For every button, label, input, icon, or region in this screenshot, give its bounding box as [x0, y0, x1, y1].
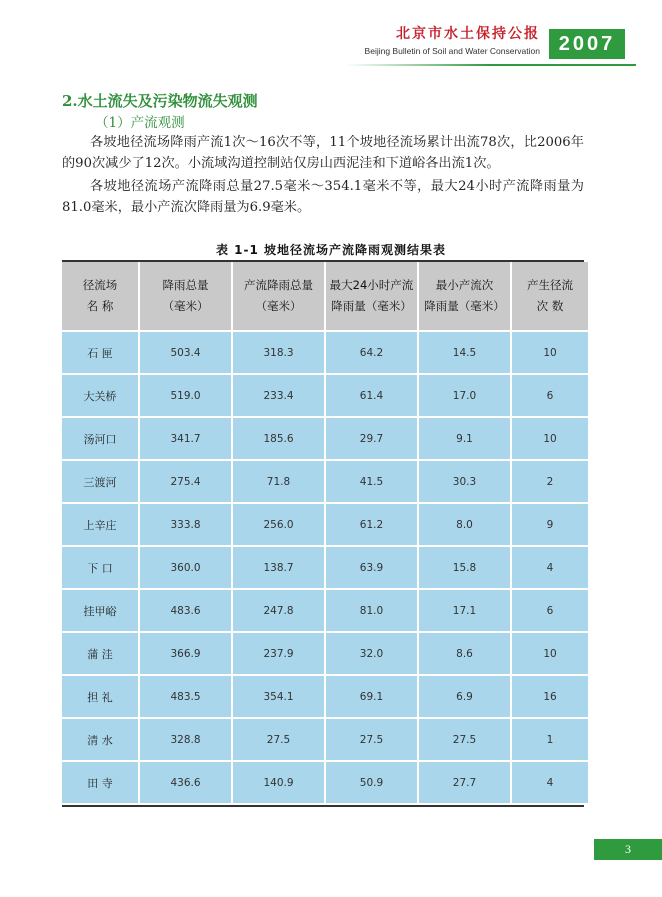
value-cell: 41.5 [326, 461, 417, 504]
station-name-cell: 上辛庄 [62, 504, 138, 547]
table-row [62, 633, 588, 676]
station-name-cell: 大关桥 [62, 375, 138, 418]
table-row [62, 590, 588, 633]
station-name-cell: 下 口 [62, 547, 138, 590]
value-cell: 30.3 [419, 461, 510, 504]
value-cell: 233.4 [233, 375, 324, 418]
header-divider [346, 64, 636, 66]
table-row [62, 504, 588, 547]
value-cell: 138.7 [233, 547, 324, 590]
subsection-heading: （1）产流观测 [95, 115, 185, 131]
value-cell: 6 [512, 375, 588, 418]
paragraph-rainfall-totals: 各坡地径流场产流降雨总量27.5毫米～354.1毫米不等，最大24小时产流降雨量为81.0毫米，最小产流次降雨量为6.9毫米。 [62, 179, 584, 215]
value-cell: 61.2 [326, 504, 417, 547]
table-header-line: 产流降雨总量 [244, 278, 313, 292]
value-cell: 29.7 [326, 418, 417, 461]
value-cell: 14.5 [419, 332, 510, 375]
value-cell: 436.6 [140, 762, 231, 805]
table-header-line: 径流场 [82, 278, 118, 292]
station-name-cell: 挂甲峪 [62, 590, 138, 633]
value-cell: 27.5 [326, 719, 417, 762]
value-cell: 333.8 [140, 504, 231, 547]
station-name-cell: 三渡河 [62, 461, 138, 504]
table-header-line: （毫米） [162, 299, 209, 313]
table-header-line: 降雨量（毫米） [424, 299, 505, 313]
value-cell: 69.1 [326, 676, 417, 719]
value-cell: 275.4 [140, 461, 231, 504]
value-cell: 9 [512, 504, 588, 547]
value-cell: 16 [512, 676, 588, 719]
station-name-cell: 田 寺 [62, 762, 138, 805]
value-cell: 8.6 [419, 633, 510, 676]
value-cell: 15.8 [419, 547, 510, 590]
value-cell: 328.8 [140, 719, 231, 762]
table-header-line: 降雨总量 [162, 278, 209, 292]
value-cell: 341.7 [140, 418, 231, 461]
value-cell: 354.1 [233, 676, 324, 719]
table-header-cell [62, 262, 138, 332]
table-row [62, 461, 588, 504]
table-header-line: 名 称 [86, 299, 114, 313]
value-cell: 519.0 [140, 375, 231, 418]
table-row [62, 418, 588, 461]
section-heading: 2.水土流失及污染物流失观测 [62, 92, 258, 110]
value-cell: 483.5 [140, 676, 231, 719]
value-cell: 8.0 [419, 504, 510, 547]
value-cell: 27.7 [419, 762, 510, 805]
table-header-cell [419, 262, 510, 332]
table-header-line: 产生径流 [527, 278, 573, 292]
results-table [62, 260, 584, 807]
value-cell: 256.0 [233, 504, 324, 547]
station-name-cell: 汤河口 [62, 418, 138, 461]
value-cell: 50.9 [326, 762, 417, 805]
table-header-cell [326, 262, 417, 332]
table-row [62, 547, 588, 590]
value-cell: 366.9 [140, 633, 231, 676]
table-caption: 表 1-1 坡地径流场产流降雨观测结果表 [215, 243, 447, 257]
station-name-cell: 石 匣 [62, 332, 138, 375]
value-cell: 237.9 [233, 633, 324, 676]
value-cell: 6 [512, 590, 588, 633]
table-header-line: 最大24小时产流 [329, 278, 414, 292]
value-cell: 483.6 [140, 590, 231, 633]
value-cell: 81.0 [326, 590, 417, 633]
value-cell: 10 [512, 418, 588, 461]
value-cell: 10 [512, 633, 588, 676]
station-name-cell: 蒲 洼 [62, 633, 138, 676]
year-badge: 2007 [549, 29, 625, 59]
table-bottom-rule [62, 805, 584, 807]
value-cell: 17.1 [419, 590, 510, 633]
value-cell: 61.4 [326, 375, 417, 418]
bulletin-title: 北京市水土保持公报 [396, 26, 540, 42]
table-header-line: （毫米） [255, 299, 302, 313]
table-header-line: 降雨量（毫米） [331, 299, 412, 313]
value-cell: 2 [512, 461, 588, 504]
table-header-line: 最小产流次 [435, 278, 494, 292]
value-cell: 4 [512, 547, 588, 590]
station-name-cell: 担 礼 [62, 676, 138, 719]
table-row [62, 332, 588, 375]
paragraph-runoff-events: 各坡地径流场降雨产流1次～16次不等，11个坡地径流场累计出流78次，比2006年的90次减少了12次。小流域沟道控制站仅房山西泥洼和下道峪各出流1次。 [62, 135, 584, 171]
value-cell: 9.1 [419, 418, 510, 461]
value-cell: 247.8 [233, 590, 324, 633]
value-cell: 63.9 [326, 547, 417, 590]
value-cell: 140.9 [233, 762, 324, 805]
value-cell: 6.9 [419, 676, 510, 719]
value-cell: 17.0 [419, 375, 510, 418]
value-cell: 360.0 [140, 547, 231, 590]
table-row [62, 375, 588, 418]
table-row [62, 762, 588, 805]
table-header-cell [140, 262, 231, 332]
value-cell: 4 [512, 762, 588, 805]
value-cell: 10 [512, 332, 588, 375]
data-table [60, 262, 590, 805]
table-header-cell [233, 262, 324, 332]
station-name-cell: 清 水 [62, 719, 138, 762]
table-header-line: 次 数 [536, 299, 564, 313]
bulletin-subtitle: Beijing Bulletin of Soil and Water Conservation [364, 46, 540, 56]
value-cell: 27.5 [419, 719, 510, 762]
page-number: 3 [594, 839, 662, 860]
value-cell: 27.5 [233, 719, 324, 762]
value-cell: 32.0 [326, 633, 417, 676]
value-cell: 185.6 [233, 418, 324, 461]
value-cell: 71.8 [233, 461, 324, 504]
table-row [62, 719, 588, 762]
value-cell: 318.3 [233, 332, 324, 375]
table-row [62, 676, 588, 719]
table-header-cell [512, 262, 588, 332]
value-cell: 1 [512, 719, 588, 762]
value-cell: 64.2 [326, 332, 417, 375]
table-body [62, 332, 588, 805]
table-header-row [62, 262, 588, 332]
value-cell: 503.4 [140, 332, 231, 375]
